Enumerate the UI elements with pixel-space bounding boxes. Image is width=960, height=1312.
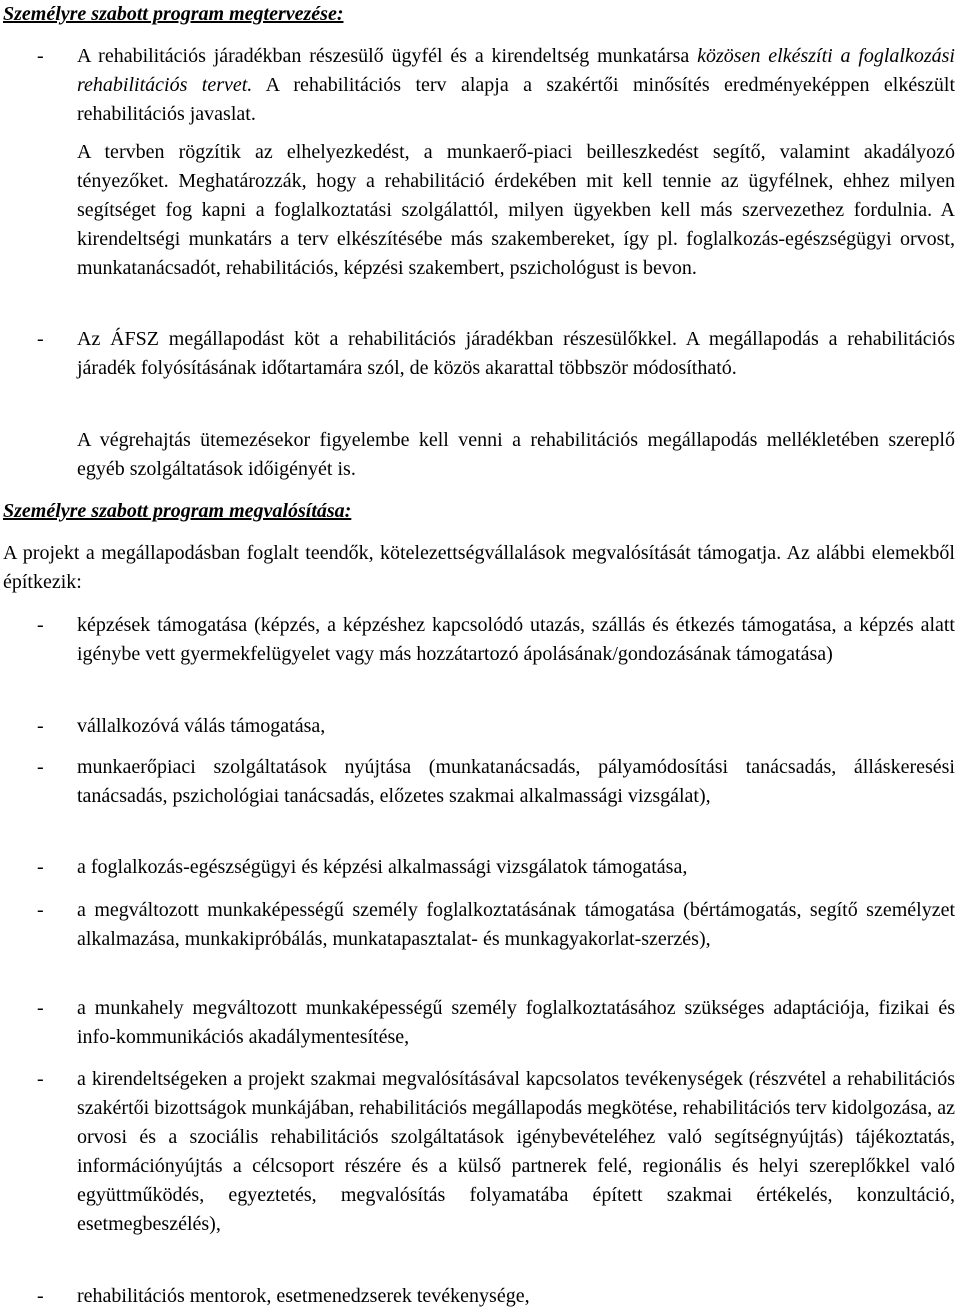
list-item-text: a munkahely megváltozott munkaképességű személy foglalkoztatásához szükséges adaptációja, fizikai és info-kommunikációs akadálymentesítése, <box>77 997 955 1048</box>
list-item-text: képzések támogatása (képzés, a képzéshez kapcsolódó utazás, szállás és étkezés támogatása, a képzés alatt igénybe vett gyermekfelügyelet vagy más hozzátartozó ápolásának/gondozásának támogatása) <box>77 614 955 665</box>
list-dash: - <box>37 997 44 1019</box>
list-dash: - <box>37 899 44 921</box>
list-item-paragraph: A tervben rögzítik az elhelyezkedést, a munkaerő-piaci beilleszkedést segítő, valamint akadályozó tényezőket. Meghatározzák, hogy a rehabilitáció érdekében mit kell tennie az ügyfélnek, ehhez milyen segítséget fog kapni a foglalkoztatási szolgálattól, milyen ügyekben kell más szervezethez fordulnia. A kirendeltségi munkatárs a terv elkészítésébe más szakembereket, így pl. foglalkozás-egészségügyi orvost, munkatanácsadót, rehabilitációs, képzési szakembert, pszichológust is bevon. <box>77 141 955 279</box>
list-item-text: a foglalkozás-egészségügyi és képzési alkalmassági vizsgálatok támogatása, <box>77 856 688 878</box>
emphasis-text: közösen elkészíti a foglalkozási rehabilitációs tervet. <box>77 45 955 96</box>
section-heading-implementation: Személyre szabott program megvalósítása: <box>3 500 352 522</box>
list-dash: - <box>37 45 44 67</box>
list-dash: - <box>37 614 44 636</box>
list-item-text: vállalkozóvá válás támogatása, <box>77 715 326 737</box>
list-item-text: rehabilitációs mentorok, esetmenedzserek tevékenysége, <box>77 1285 530 1307</box>
list-item-text: A rehabilitációs járadékban részesülő ügyfél és a kirendeltség munkatársa közösen elkészíti a foglalkozási rehabilitációs tervet. A rehabilitációs terv alapja a szakértői minősítés eredményeképpen elkészült rehabilitációs javaslat. <box>77 45 956 125</box>
list-item-text: a kirendeltségeken a projekt szakmai megvalósításával kapcsolatos tevékenységek (részvétel a rehabilitációs szakértői bizottságok munkájában, rehabilitációs megállapodás megkötése, rehabilitációs terv kidolgozása, az orvosi és a szociális rehabilitációs szolgáltatások igénybevételéhez való segítségnyújtás) tájékoztatás, információnyújtás a célcsoport részére és a külső partnerek felé, regionális és helyi szereplőkkel való együttműködés, egyeztetés, megvalósítás folyamatába épített szakmai értékelés, konzultáció, esetmegbeszélés), <box>77 1068 955 1235</box>
list-item-paragraph: A végrehajtás ütemezésekor figyelembe kell venni a rehabilitációs megállapodás mellékletében szereplő egyéb szolgáltatások időigényét is. <box>77 429 955 480</box>
intro-paragraph: A projekt a megállapodásban foglalt teendők, kötelezettségvállalások megvalósítását támogatja. Az alábbi elemekből építkezik: <box>3 542 955 593</box>
list-dash: - <box>37 756 44 778</box>
list-dash: - <box>37 856 44 878</box>
list-dash: - <box>37 1285 44 1307</box>
list-dash: - <box>37 1068 44 1090</box>
section-heading-planning: Személyre szabott program megtervezése: <box>3 3 344 25</box>
list-dash: - <box>37 328 44 350</box>
list-dash: - <box>37 715 44 737</box>
list-item-text: Az ÁFSZ megállapodást köt a rehabilitációs járadékban részesülőkkel. A megállapodás a rehabilitációs járadék folyósításának időtartamára szól, de közös akarattal többször módosítható. <box>77 328 955 379</box>
list-item-text: munkaerőpiaci szolgáltatások nyújtása (munkatanácsadás, pályamódosítási tanácsadás, álláskeresési tanácsadás, pszichológiai tanácsadás, előzetes szakmai alkalmassági vizsgálat), <box>77 756 955 807</box>
list-item-text: a megváltozott munkaképességű személy foglalkoztatásának támogatása (bértámogatás, segítő személyzet alkalmazása, munkakipróbálás, munkatapasztalat- és munkagyakorlat-szerzés), <box>77 899 955 950</box>
